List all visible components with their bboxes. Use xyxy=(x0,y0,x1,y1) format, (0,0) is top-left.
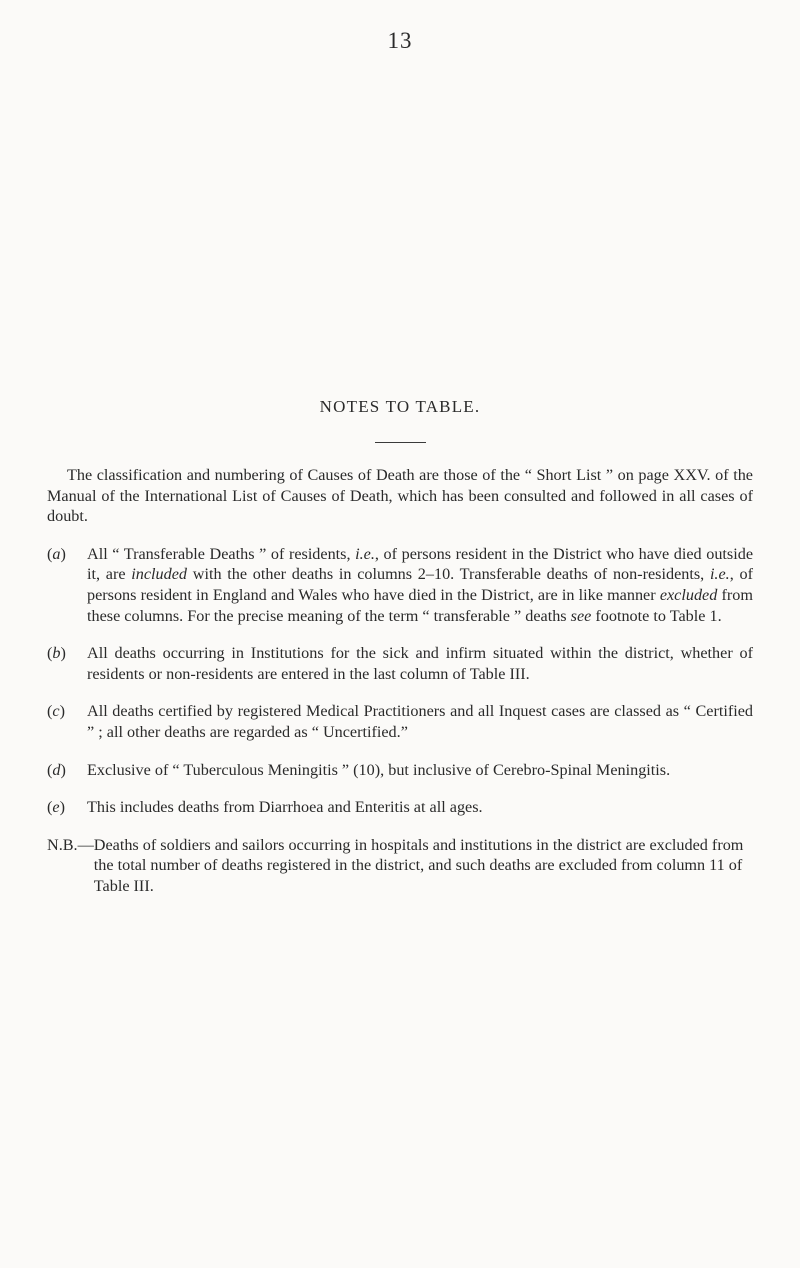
title-divider xyxy=(375,442,426,443)
note-d-text: Exclusive of “ Tuberculous Meningitis ” (10), but inclusive of Cerebro-Spinal Meningitis. xyxy=(87,760,671,779)
note-b-text: All deaths occurring in Institutions for the sick and infirm situated within the district, whether of residents or non-residents are entered in the last column of Table III. xyxy=(87,644,753,683)
note-c xyxy=(47,701,753,742)
page-title: NOTES TO TABLE. xyxy=(319,397,481,416)
note-d-marker: (d) xyxy=(47,760,66,779)
note-e xyxy=(47,797,753,818)
note-a-text: All “ Transferable Deaths ” of residents, i.e., of persons resident in the District who have died outside it, are included with the other deaths in columns 2–10. Transferable deaths of non-residents, i.e., of persons resident in England and Wales who have died in the District, are in like manner excluded from these columns. For the precise meaning of the term “ transferable ” deaths see footnote to Table 1. xyxy=(87,544,754,625)
note-a xyxy=(47,544,753,626)
note-e-marker: (e) xyxy=(47,798,65,817)
note-d xyxy=(47,760,753,781)
page-number: 13 xyxy=(387,28,413,53)
note-c-text: All deaths certified by registered Medical Practitioners and all Inquest cases are classed as “ Certified ” ; all other deaths are regarded as “ Uncertified.” xyxy=(87,702,753,741)
nb-label: N.B.— xyxy=(47,835,94,854)
note-e-text: This includes deaths from Diarrhoea and Enteritis at all ages. xyxy=(87,798,483,817)
note-c-marker: (c) xyxy=(47,702,65,721)
note-b xyxy=(47,643,753,684)
intro-paragraph: The classification and numbering of Causes of Death are those of the “ Short List ” on page XXV. of the Manual of the International List of Causes of Death, which has been consulted and followed in all cases of doubt. xyxy=(47,466,753,526)
nb-note xyxy=(47,835,753,897)
note-a-marker: (a) xyxy=(47,544,66,563)
nb-text: Deaths of soldiers and sailors occurring in hospitals and institutions in the district are excluded from the total number of deaths registered in the district, and such deaths are excluded from column 11 of Table III. xyxy=(93,835,744,895)
note-b-marker: (b) xyxy=(47,644,66,663)
notes-body xyxy=(47,465,753,914)
